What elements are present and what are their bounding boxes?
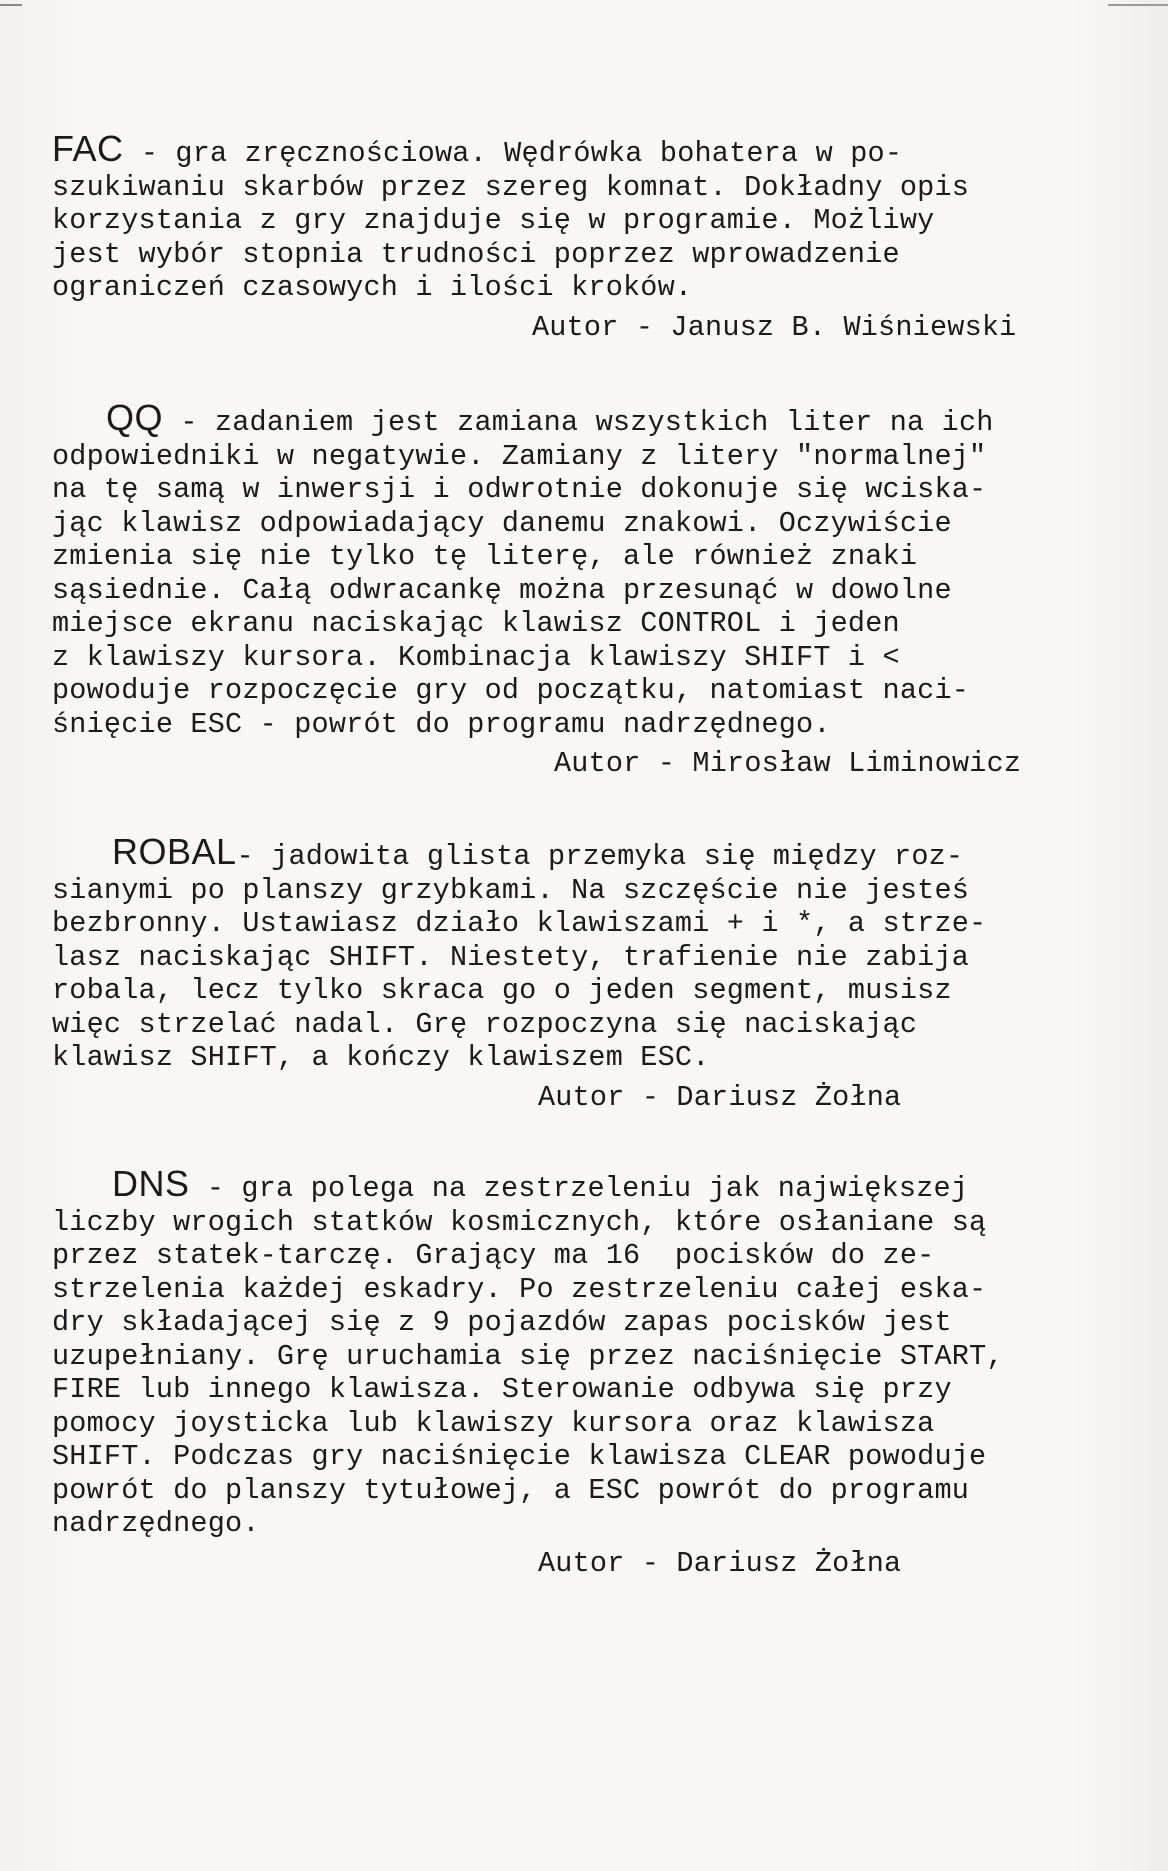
entry-line: liczby wrogich statków kosmicznych, które osłaniane są [52, 1205, 987, 1239]
entry-line: - jadowita glista przemyka się między roz- [236, 840, 964, 873]
entry-line: uzupełniany. Grę uruchamia się przez naciśnięcie START, [52, 1339, 1004, 1373]
entry-line: z klawiszy kursora. Kombinacja klawiszy SHIFT i < [52, 640, 900, 674]
entry-line: szukiwaniu skarbów przez szereg komnat. Dokładny opis [52, 170, 970, 204]
entry-first-line [52, 397, 1124, 440]
entry-line: sąsiednie. Całą odwracankę można przesunąć w dowolne [52, 573, 952, 607]
entry-line: miejsce ekranu naciskając klawisz CONTROL i jeden [52, 607, 900, 640]
entry-line: ograniczeń czasowych i ilości kroków. [52, 271, 693, 304]
entry-line: powoduje rozpoczęcie gry od początku, natomiast naci- [52, 674, 970, 707]
entry-line: - gra zręcznościowa. Wędrówka bohatera w po- [123, 137, 903, 170]
entry-title: QQ [106, 397, 164, 438]
entry-line: robala, lecz tylko skraca go o jeden segment, musisz [52, 974, 952, 1007]
entry-line: więc strzelać nadal. Grę rozpoczyna się naciskając [52, 1007, 918, 1041]
entry-line: dry składającej się z 9 pojazdów zapas pocisków jest [52, 1306, 952, 1339]
entry-title: FAC [52, 128, 124, 169]
entry-line: śnięcie ESC - powrót do programu nadrzędnego. [52, 707, 831, 741]
entry-line: - zadaniem jest zamiana wszystkich liter na ich [163, 406, 994, 439]
scan-mark-right [1108, 4, 1168, 6]
entry-line: lasz naciskając SHIFT. Niestety, trafienie nie zabija [52, 940, 970, 974]
entry-first-line [52, 128, 1124, 171]
entry-robal [52, 831, 1124, 1114]
entry-line: FIRE lub innego klawisza. Sterowanie odbywa się przy [52, 1373, 952, 1406]
entry-author: Autor - Mirosław Liminowicz [554, 747, 1022, 780]
entry-author: Autor - Dariusz Żołna [538, 1080, 902, 1114]
entry-first-line [52, 1163, 1124, 1206]
entry-line: SHIFT. Podczas gry naciśnięcie klawisza CLEAR powoduje [52, 1440, 987, 1473]
entry-line: korzystania z gry znajduje się w programie. Możliwy [52, 204, 935, 237]
entry-fac [52, 128, 1124, 344]
entry-line: jąc klawisz odpowiadający danemu znakowi. Oczywiście [52, 506, 952, 540]
entry-author: Autor - Dariusz Żołna [538, 1546, 902, 1580]
entry-line: przez statek-tarczę. Grający ma 16 pocisków do ze- [52, 1239, 935, 1272]
entry-line: nadrzędnego. [52, 1507, 260, 1540]
entry-line: - gra polega na zestrzeleniu jak największej [189, 1172, 969, 1205]
entry-line: zmienia się nie tylko tę literę, ale również znaki [52, 540, 918, 573]
entry-line: pomocy joysticka lub klawiszy kursora oraz klawisza [52, 1406, 935, 1440]
entry-first-line [52, 831, 1124, 874]
entry-line: powrót do planszy tytułowej, a ESC powrót do programu [52, 1473, 970, 1507]
entry-line: na tę samą w inwersji i odwrotnie dokonuje się wciska- [52, 473, 987, 506]
entry-title: DNS [112, 1163, 190, 1204]
entry-dns [52, 1163, 1124, 1580]
entry-line: sianymi po planszy grzybkami. Na szczęście nie jesteś [52, 873, 970, 907]
entry-line: klawisz SHIFT, a kończy klawiszem ESC. [52, 1041, 710, 1074]
entry-qq [52, 397, 1124, 781]
entry-line: odpowiedniki w negatywie. Zamiany z litery "normalnej" [52, 439, 987, 473]
entry-title: ROBAL [112, 831, 237, 872]
entry-line: bezbronny. Ustawiasz działo klawiszami + i *, a strze- [52, 907, 987, 940]
entry-line: strzelenia każdej eskadry. Po zestrzeleniu całej eska- [52, 1272, 987, 1306]
entry-line: jest wybór stopnia trudności poprzez wprowadzenie [52, 237, 900, 271]
entry-author: Autor - Janusz B. Wiśniewski [532, 310, 1017, 344]
scan-mark-left [0, 4, 22, 6]
